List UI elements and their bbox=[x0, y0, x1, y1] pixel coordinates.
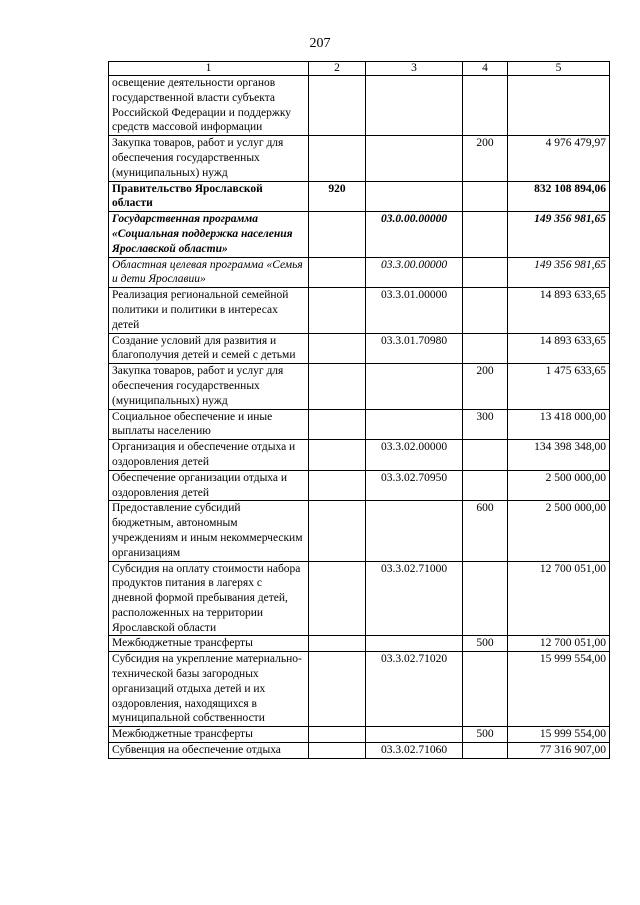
table-row bbox=[109, 561, 610, 636]
amount-cell: 15 999 554,00 bbox=[508, 652, 610, 727]
column-header: 1 bbox=[109, 62, 309, 76]
amount-cell: 149 356 981,65 bbox=[508, 257, 610, 288]
item-name-cell: Закупка товаров, работ и услуг для обеспечения государственных (муниципальных) нужд bbox=[109, 364, 309, 409]
expense-type-cell bbox=[463, 652, 508, 727]
item-name-cell: Субвенция на обеспечение отдыха bbox=[109, 743, 309, 759]
department-code-cell bbox=[309, 364, 366, 409]
item-name-cell: Организация и обеспечение отдыха и оздоровления детей bbox=[109, 440, 309, 471]
expense-type-cell bbox=[463, 181, 508, 212]
target-code-cell bbox=[366, 181, 463, 212]
amount-cell: 14 893 633,65 bbox=[508, 288, 610, 333]
target-code-cell: 03.3.02.70950 bbox=[366, 470, 463, 501]
table-row bbox=[109, 636, 610, 652]
department-code-cell bbox=[309, 136, 366, 181]
table-row bbox=[109, 409, 610, 440]
table-row bbox=[109, 136, 610, 181]
expense-type-cell bbox=[463, 743, 508, 759]
item-name-cell: Реализация региональной семейной политики и политики в интересах детей bbox=[109, 288, 309, 333]
table-row bbox=[109, 257, 610, 288]
target-code-cell bbox=[366, 501, 463, 561]
department-code-cell bbox=[309, 288, 366, 333]
expense-type-cell: 500 bbox=[463, 727, 508, 743]
amount-cell: 134 398 348,00 bbox=[508, 440, 610, 471]
expense-type-cell bbox=[463, 440, 508, 471]
column-header: 3 bbox=[366, 62, 463, 76]
amount-cell bbox=[508, 76, 610, 136]
department-code-cell bbox=[309, 561, 366, 636]
table-row bbox=[109, 76, 610, 136]
item-name-cell: Обеспечение организации отдыха и оздоровления детей bbox=[109, 470, 309, 501]
table-row bbox=[109, 212, 610, 257]
table-row bbox=[109, 440, 610, 471]
department-code-cell bbox=[309, 409, 366, 440]
department-code-cell bbox=[309, 636, 366, 652]
column-header: 2 bbox=[309, 62, 366, 76]
expense-type-cell: 200 bbox=[463, 364, 508, 409]
target-code-cell: 03.3.00.00000 bbox=[366, 257, 463, 288]
table-row bbox=[109, 743, 610, 759]
expense-type-cell bbox=[463, 470, 508, 501]
amount-cell: 2 500 000,00 bbox=[508, 470, 610, 501]
table-header-row bbox=[109, 62, 610, 76]
item-name-cell: Субсидия на укрепление материально-технической базы загородных организаций отдыха детей и их оздоровления, находящихся в муниципальной собственности bbox=[109, 652, 309, 727]
target-code-cell bbox=[366, 727, 463, 743]
amount-cell: 2 500 000,00 bbox=[508, 501, 610, 561]
item-name-cell: освещение деятельности органов государственной власти субъекта Российской Федерации и поддержку средств массовой информации bbox=[109, 76, 309, 136]
amount-cell: 77 316 907,00 bbox=[508, 743, 610, 759]
amount-cell: 14 893 633,65 bbox=[508, 333, 610, 364]
department-code-cell bbox=[309, 501, 366, 561]
expense-type-cell bbox=[463, 288, 508, 333]
budget-table bbox=[108, 61, 610, 759]
amount-cell: 832 108 894,06 bbox=[508, 181, 610, 212]
amount-cell: 1 475 633,65 bbox=[508, 364, 610, 409]
expense-type-cell bbox=[463, 212, 508, 257]
table-row bbox=[109, 470, 610, 501]
target-code-cell bbox=[366, 409, 463, 440]
expense-type-cell: 300 bbox=[463, 409, 508, 440]
item-name-cell: Предоставление субсидий бюджетным, автономным учреждениям и иным некоммерческим организациям bbox=[109, 501, 309, 561]
target-code-cell: 03.3.01.00000 bbox=[366, 288, 463, 333]
amount-cell: 12 700 051,00 bbox=[508, 636, 610, 652]
department-code-cell bbox=[309, 76, 366, 136]
expense-type-cell: 500 bbox=[463, 636, 508, 652]
expense-type-cell bbox=[463, 257, 508, 288]
expense-type-cell: 600 bbox=[463, 501, 508, 561]
target-code-cell: 03.0.00.00000 bbox=[366, 212, 463, 257]
table-row bbox=[109, 727, 610, 743]
target-code-cell bbox=[366, 636, 463, 652]
department-code-cell bbox=[309, 652, 366, 727]
item-name-cell: Социальное обеспечение и иные выплаты населению bbox=[109, 409, 309, 440]
department-code-cell: 920 bbox=[309, 181, 366, 212]
item-name-cell: Межбюджетные трансферты bbox=[109, 727, 309, 743]
expense-type-cell bbox=[463, 333, 508, 364]
department-code-cell bbox=[309, 743, 366, 759]
page-number: 207 bbox=[309, 36, 331, 51]
table-row bbox=[109, 364, 610, 409]
item-name-cell: Межбюджетные трансферты bbox=[109, 636, 309, 652]
item-name-cell: Правительство Ярославской области bbox=[109, 181, 309, 212]
department-code-cell bbox=[309, 440, 366, 471]
item-name-cell: Создание условий для развития и благополучия детей и семей с детьми bbox=[109, 333, 309, 364]
target-code-cell: 03.3.01.70980 bbox=[366, 333, 463, 364]
department-code-cell bbox=[309, 212, 366, 257]
target-code-cell bbox=[366, 364, 463, 409]
expense-type-cell bbox=[463, 561, 508, 636]
target-code-cell bbox=[366, 136, 463, 181]
table-row bbox=[109, 333, 610, 364]
department-code-cell bbox=[309, 333, 366, 364]
table-body bbox=[109, 76, 610, 759]
table-row bbox=[109, 501, 610, 561]
target-code-cell: 03.3.02.71060 bbox=[366, 743, 463, 759]
amount-cell: 149 356 981,65 bbox=[508, 212, 610, 257]
department-code-cell bbox=[309, 727, 366, 743]
amount-cell: 13 418 000,00 bbox=[508, 409, 610, 440]
amount-cell: 12 700 051,00 bbox=[508, 561, 610, 636]
department-code-cell bbox=[309, 470, 366, 501]
target-code-cell: 03.3.02.71020 bbox=[366, 652, 463, 727]
column-header: 4 bbox=[463, 62, 508, 76]
department-code-cell bbox=[309, 257, 366, 288]
amount-cell: 15 999 554,00 bbox=[508, 727, 610, 743]
table-row bbox=[109, 181, 610, 212]
item-name-cell: Государственная программа «Социальная поддержка населения Ярославской области» bbox=[109, 212, 309, 257]
expense-type-cell: 200 bbox=[463, 136, 508, 181]
target-code-cell: 03.3.02.00000 bbox=[366, 440, 463, 471]
table-row bbox=[109, 288, 610, 333]
table-row bbox=[109, 652, 610, 727]
item-name-cell: Субсидия на оплату стоимости набора продуктов питания в лагерях с дневной формой пребывания детей, расположенных на территории Ярославской области bbox=[109, 561, 309, 636]
item-name-cell: Закупка товаров, работ и услуг для обеспечения государственных (муниципальных) нужд bbox=[109, 136, 309, 181]
amount-cell: 4 976 479,97 bbox=[508, 136, 610, 181]
item-name-cell: Областная целевая программа «Семья и дети Ярославии» bbox=[109, 257, 309, 288]
column-header: 5 bbox=[508, 62, 610, 76]
target-code-cell bbox=[366, 76, 463, 136]
target-code-cell: 03.3.02.71000 bbox=[366, 561, 463, 636]
expense-type-cell bbox=[463, 76, 508, 136]
